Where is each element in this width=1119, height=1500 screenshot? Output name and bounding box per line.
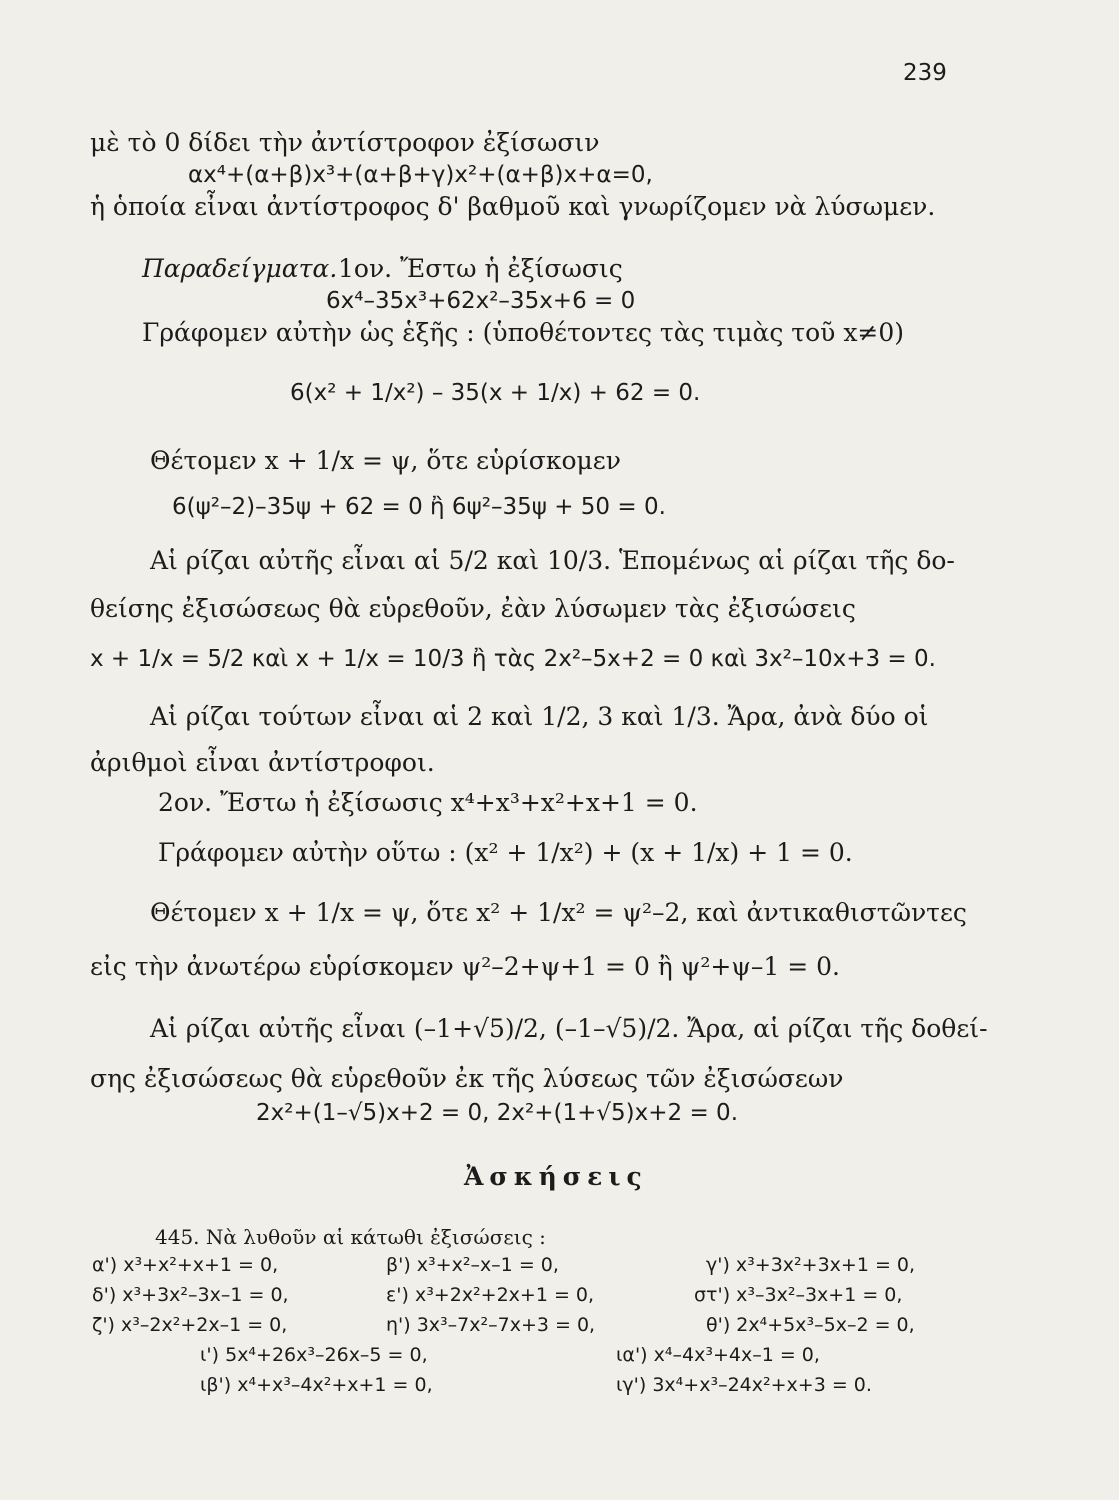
text-line: Θέτομεν x + 1/x = ψ, ὅτε x² + 1/x² = ψ²–2, καὶ ἀντικαθιστῶντες: [150, 898, 967, 927]
exercises-heading: Ἀσκήσεις: [464, 1162, 648, 1191]
exercise-item: ε') x³+2x²+2x+1 = 0,: [386, 1284, 595, 1306]
text-line: ἀριθμοὶ εἶναι ἀντίστροφοι.: [90, 748, 435, 777]
exercise-item: ζ') x³–2x²+2x–1 = 0,: [92, 1314, 288, 1336]
text-line: Αἱ ρίζαι τούτων εἶναι αἱ 2 καὶ 1/2, 3 καὶ 1/3. Ἄρα, ἀνὰ δύο οἱ: [150, 702, 929, 731]
text-line: εἰς τὴν ἀνωτέρω εὑρίσκομεν ψ²–2+ψ+1 = 0 ἢ ψ²+ψ–1 = 0.: [90, 952, 840, 981]
exercise-item: β') x³+x²–x–1 = 0,: [386, 1254, 559, 1276]
page-number: 239: [903, 60, 947, 86]
exercise-item: ι') 5x⁴+26x³–26x–5 = 0,: [200, 1344, 428, 1366]
exercise-item: ιγ') 3x⁴+x³–24x²+x+3 = 0.: [616, 1374, 872, 1396]
text-line: 2ον. Ἔστω ἡ ἐξίσωσις x⁴+x³+x²+x+1 = 0.: [158, 788, 698, 817]
exercise-item: γ') x³+3x²+3x+1 = 0,: [706, 1254, 916, 1276]
text-line: 1ον. Ἔστω ἡ ἐξίσωσις: [338, 254, 623, 283]
section-label: Παραδείγματα.: [142, 254, 338, 283]
exercise-item: ιβ') x⁴+x³–4x²+x+1 = 0,: [200, 1374, 433, 1396]
text-line: σης ἐξισώσεως θὰ εὑρεθοῦν ἐκ τῆς λύσεως τῶν ἐξισώσεων: [90, 1064, 844, 1093]
equation-line: αx⁴+(α+β)x³+(α+β+γ)x²+(α+β)x+α=0,: [188, 162, 653, 188]
equation-line: 2x²+(1–√5)x+2 = 0, 2x²+(1+√5)x+2 = 0.: [256, 1100, 739, 1126]
exercise-item: θ') 2x⁴+5x³–5x–2 = 0,: [706, 1314, 915, 1336]
equation-line: 6(ψ²–2)–35ψ + 62 = 0 ἢ 6ψ²–35ψ + 50 = 0.: [172, 494, 666, 520]
text-line: Γράφομεν αὐτὴν οὕτω : (x² + 1/x²) + (x + 1/x) + 1 = 0.: [158, 838, 853, 867]
exercise-item: η') 3x³–7x²–7x+3 = 0,: [386, 1314, 596, 1336]
text-line: Γράφομεν αὐτὴν ὡς ἑξῆς : (ὑποθέτοντες τὰς τιμὰς τοῦ x≠0): [142, 318, 905, 347]
text-line: Θέτομεν x + 1/x = ψ, ὅτε εὑρίσκομεν: [150, 446, 621, 475]
equation-line: 6(x² + 1/x²) – 35(x + 1/x) + 62 = 0.: [290, 380, 701, 406]
text-line: Αἱ ρίζαι αὐτῆς εἶναι (–1+√5)/2, (–1–√5)/2. Ἄρα, αἱ ρίζαι τῆς δοθεί-: [150, 1014, 988, 1043]
text-line: θείσης ἐξισώσεως θὰ εὑρεθοῦν, ἐὰν λύσωμεν τὰς ἐξισώσεις: [90, 594, 856, 623]
equation-line: 6x⁴–35x³+62x²–35x+6 = 0: [326, 288, 636, 314]
exercise-item: δ') x³+3x²–3x–1 = 0,: [92, 1284, 289, 1306]
text-line: μὲ τὸ 0 δίδει τὴν ἀντίστροφον ἐξίσωσιν: [90, 128, 600, 157]
text-line: ἡ ὁποία εἶναι ἀντίστροφος δ' βαθμοῦ καὶ γνωρίζομεν νὰ λύσωμεν.: [90, 192, 936, 221]
exercise-item: α') x³+x²+x+1 = 0,: [92, 1254, 279, 1276]
exercise-item: ια') x⁴–4x³+4x–1 = 0,: [616, 1344, 820, 1366]
exercise-item: στ') x³–3x²–3x+1 = 0,: [694, 1284, 903, 1306]
text-line: Αἱ ρίζαι αὐτῆς εἶναι αἱ 5/2 καὶ 10/3. Ἑπομένως αἱ ρίζαι τῆς δο-: [150, 546, 955, 575]
equation-line: x + 1/x = 5/2 καὶ x + 1/x = 10/3 ἢ τὰς 2x²–5x+2 = 0 καὶ 3x²–10x+3 = 0.: [90, 646, 936, 672]
exercise-intro: 445. Νὰ λυθοῦν αἱ κάτωθι ἐξισώσεις :: [155, 1225, 546, 1249]
